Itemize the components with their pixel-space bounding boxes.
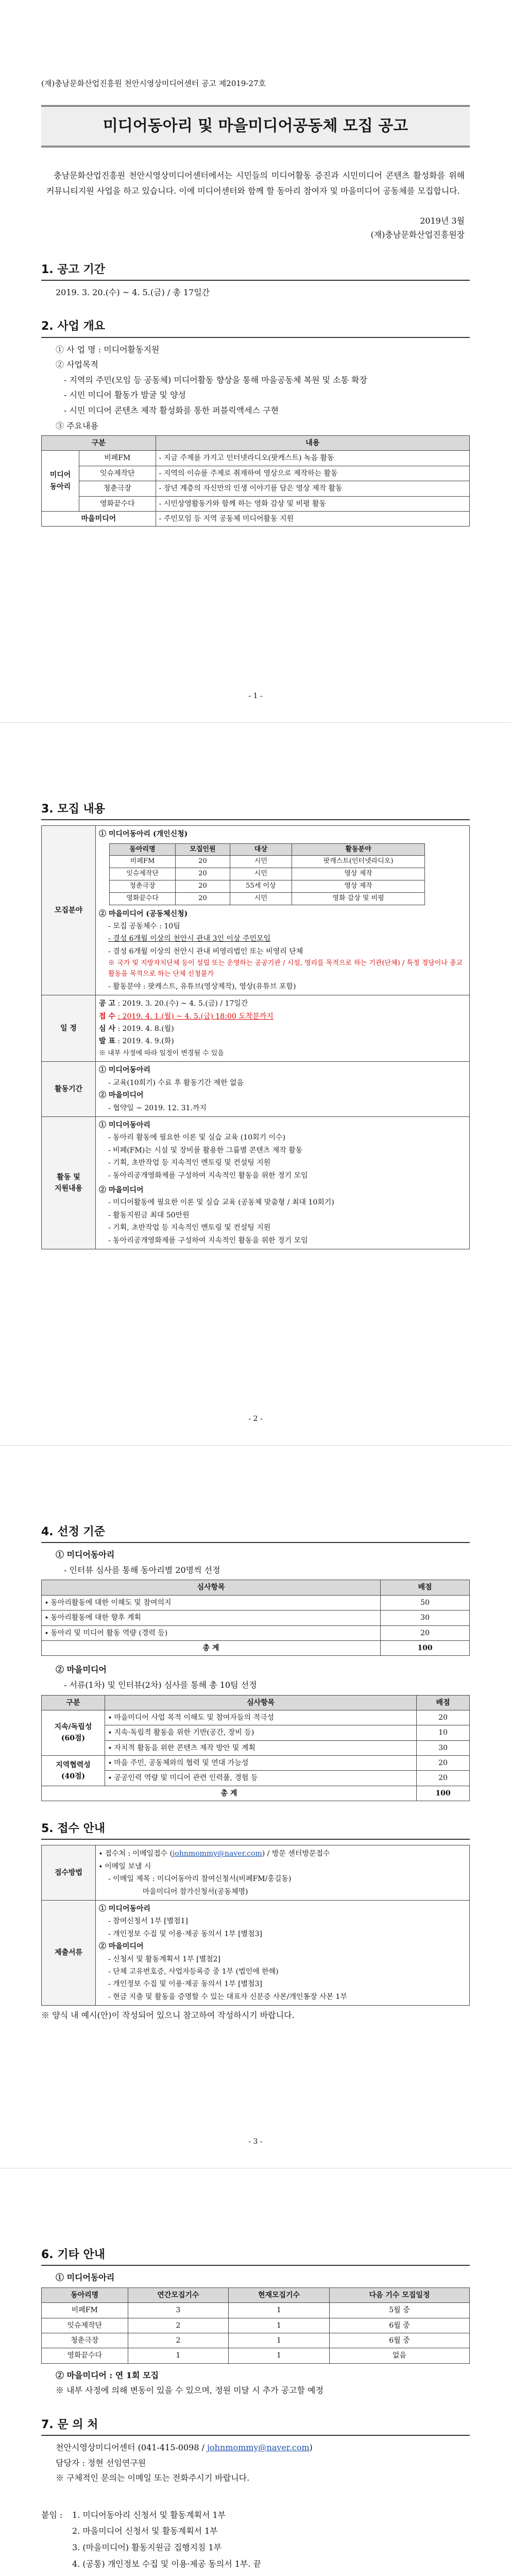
page-number: - 3 - bbox=[248, 2137, 263, 2146]
item-text: - 개인정보 수집 및 이용·제공 동의서 1부 [별첨3] bbox=[108, 1980, 262, 1989]
item-text: - 현금 지출 및 활동을 증명할 수 있는 대표자 신분증 사본/개인통장 사본 1부 bbox=[108, 1992, 347, 2001]
table-header: 동아리명 bbox=[110, 843, 176, 856]
contact-org: 천안시영상미디어센터 (041-415-0098 / bbox=[56, 2443, 208, 2453]
item-text: - 결성 6개월 이상의 천안시 관내 3인 이상 주민모임 bbox=[108, 935, 271, 943]
table-header: 구분 bbox=[42, 1695, 105, 1710]
club-criteria-desc: - 인터뷰 심사를 통해 동아리별 20명씩 선정 bbox=[64, 1565, 220, 1575]
attach-item: 4. (공통) 개인정보 수집 및 이용·제공 동의서 1부. 끝 bbox=[72, 2558, 261, 2569]
page-number: - 2 - bbox=[248, 1414, 263, 1423]
item-text: - 결성 6개월 이상의 천안시 관내 비영리법인 또는 비영리 단체 bbox=[108, 947, 303, 956]
attach-label: 붙임 : bbox=[41, 2510, 63, 2520]
item-text: - 참여신청서 1부 [별첨1] bbox=[108, 1917, 189, 1926]
table-header: 모집인원 bbox=[176, 843, 230, 856]
table-cell: - 장년 계층의 자신만의 인생 이야기를 담은 영상 제작 활동 bbox=[156, 481, 469, 496]
item-title: ② 마을미디어 (공동체신청) bbox=[99, 909, 188, 918]
table-cell: 잇슈제작단 bbox=[110, 868, 176, 880]
section-7-title: 7. 문 의 처 bbox=[41, 2416, 470, 2436]
page-3 bbox=[0, 1446, 511, 2168]
row-label: 모집분야 bbox=[42, 826, 96, 995]
overview-table bbox=[41, 435, 470, 527]
item-text: - 미디어활동에 필요한 이론 및 실습 교육 (공동체 맞춤형 / 최대 10회기) bbox=[108, 1198, 334, 1207]
table-cell: 20 bbox=[176, 868, 230, 880]
table-cell: 10 bbox=[417, 1725, 470, 1740]
table-cell: ∙ 동아리활동에 대한 이해도 및 참여의지 bbox=[42, 1595, 381, 1610]
method-text: ) / 방문 센터방문접수 bbox=[262, 1850, 330, 1858]
item-text: - 단체 고유번호증, 사업자등록증 중 1부 (법인에 한해) bbox=[108, 1967, 279, 1976]
table-header: 심사항목 bbox=[42, 1580, 381, 1595]
table-row bbox=[42, 1771, 470, 1786]
table-cell: 5월 중 bbox=[329, 2303, 469, 2318]
table-cell: 비페FM bbox=[79, 451, 156, 466]
table-row bbox=[42, 995, 470, 1062]
row-label: 일 정 bbox=[42, 995, 96, 1062]
table-row bbox=[110, 856, 425, 868]
schedule-key: 접 수 bbox=[99, 1012, 115, 1021]
page-4 bbox=[0, 2168, 511, 2576]
section-5-title: 5. 접수 안내 bbox=[41, 1820, 470, 1840]
table-cell: 6월 중 bbox=[329, 2333, 469, 2348]
row-label: 접수방법 bbox=[42, 1845, 96, 1901]
contact-email-link[interactable]: johnmommy@naver.com bbox=[207, 2443, 310, 2453]
table-header: 현재모집기수 bbox=[229, 2287, 330, 2302]
table-cell bbox=[96, 1062, 470, 1117]
table-cell: 없음 bbox=[329, 2348, 469, 2363]
table-cell: 영화끝수다 bbox=[110, 892, 176, 905]
group-label: 지속/독립성 (60점) bbox=[42, 1710, 105, 1755]
email-link[interactable]: johnmommy@naver.com bbox=[173, 1850, 262, 1858]
table-cell: 팟캐스트(인터넷라디오) bbox=[292, 856, 424, 868]
table-row bbox=[42, 1740, 470, 1755]
table-row bbox=[42, 1595, 470, 1610]
method-text: ∙ 접수처 : 이메일접수 ( bbox=[99, 1850, 173, 1858]
intro-paragraph: 충남문화산업진흥원 천안시영상미디어센터에서는 시민들의 미디어활동 증진과 시민미디어 콘텐츠 활성화를 위해 커뮤니티지원 사업을 하고 있습니다. 이에 미디어센터와 함께 할 동아리 참여자 및 마을미디어 공동체를 모집합니다. bbox=[46, 171, 465, 196]
club-schedule-title: ① 미디어동아리 bbox=[56, 2273, 115, 2283]
table-cell: 20 bbox=[381, 1625, 470, 1640]
item-text: - 동아리 활동에 필요한 이론 및 실습 교육 (10회기 이수) bbox=[108, 1133, 285, 1142]
table-cell: 1 bbox=[128, 2348, 229, 2363]
table-cell: - 지금 주제를 가지고 인터넷라디오(팟캐스트) 녹음 활동 bbox=[156, 451, 469, 466]
table-row bbox=[42, 2333, 470, 2348]
table-cell: 1 bbox=[229, 2318, 330, 2333]
table-row bbox=[42, 481, 470, 496]
table-cell: 비페FM bbox=[42, 2303, 128, 2318]
table-header: 구분 bbox=[42, 436, 156, 451]
table-cell: 20 bbox=[176, 892, 230, 905]
notice-date: 2019년 3월 bbox=[420, 216, 465, 226]
village-schedule-line: ② 마을미디어 : 연 1회 모집 bbox=[56, 2370, 159, 2380]
section-3-title: 3. 모집 내용 bbox=[41, 800, 470, 820]
table-cell: 50 bbox=[381, 1595, 470, 1610]
schedule-value: : 2019. 3. 20.(수) ~ 4. 5.(금) / 17일간 bbox=[117, 999, 248, 1008]
table-cell: 1 bbox=[229, 2333, 330, 2348]
table-total-row bbox=[42, 1786, 470, 1801]
attach-item: 3. (마을미디어) 활동지원금 집행지침 1부 bbox=[72, 2543, 222, 2553]
section-6-title: 6. 기타 안내 bbox=[41, 2246, 470, 2266]
item-text: - 기획, 초반작업 등 지속적인 멘토링 및 컨설팅 지원 bbox=[108, 1224, 271, 1232]
table-cell: ∙ 공공인력 역량 및 미디어 관련 인력풀, 경험 등 bbox=[105, 1771, 417, 1786]
overview-item: ① 사 업 명 : 미디어활동지원 bbox=[56, 344, 160, 354]
table-cell: 청춘극장 bbox=[79, 481, 156, 496]
group-label: 미디어 동아리 bbox=[42, 451, 79, 512]
table-cell: 시민 bbox=[230, 868, 292, 880]
item-warning: ※ 국가 및 지방자치단체 등이 설립 또는 운영하는 공공기관 / 시설, 영리를 목적으로 하는 기관(단체) / 특정 정당이나 종교활동을 목적으로 하는 단체 신청불가 bbox=[108, 959, 463, 978]
table-cell bbox=[96, 1901, 470, 2006]
table-cell bbox=[96, 826, 470, 995]
recruit-table bbox=[41, 825, 470, 1249]
item-title: ② 마을미디어 bbox=[99, 1091, 144, 1100]
method-text: ∙ 이메일 보낼 시 bbox=[99, 1862, 151, 1871]
table-header: 동아리명 bbox=[42, 2287, 128, 2302]
table-cell: ∙ 동아리 및 미디어 활동 역량 (경력 등) bbox=[42, 1625, 381, 1640]
table-cell: 영상 제작 bbox=[292, 868, 424, 880]
table-cell: ∙ 마을미디어 사업 목적 이해도 및 참여자들의 적극성 bbox=[105, 1710, 417, 1725]
table-cell: 잇슈제작단 bbox=[79, 466, 156, 481]
page-title: 미디어동아리 및 마을미디어공동체 모집 공고 bbox=[41, 105, 470, 147]
application-table bbox=[41, 1845, 470, 2006]
table-header: 배점 bbox=[381, 1580, 470, 1595]
table-row bbox=[110, 892, 425, 905]
item-text: - 동아리공개영화제를 구성하여 지속적인 활동을 위한 정기 모임 bbox=[108, 1171, 308, 1180]
table-row bbox=[42, 1725, 470, 1740]
item-text: - 교육(10회기) 수료 후 활동기간 제한 없음 bbox=[108, 1078, 244, 1087]
item-text: - 비페(FM)는 시설 및 장비를 활용한 그룹별 콘텐츠 제작 활동 bbox=[108, 1146, 303, 1155]
overview-item: - 시민 미디어 활동가 발굴 및 양성 bbox=[64, 390, 186, 400]
group-label: 지역협력성 (40점) bbox=[42, 1756, 105, 1786]
village-criteria-table bbox=[41, 1695, 470, 1802]
item-text: - 동아리공개영화제를 구성하여 지속적인 활동을 위한 정기 모임 bbox=[108, 1236, 308, 1245]
table-cell: ∙ 동아리활동에 대한 향후 계획 bbox=[42, 1611, 381, 1625]
table-row bbox=[42, 496, 470, 511]
table-header: 심사항목 bbox=[105, 1695, 417, 1710]
overview-item: - 지역의 주민(모임 등 공동체) 미디어활동 향상을 통해 마을공동체 복원 및 소통 확장 bbox=[64, 375, 367, 385]
page-1 bbox=[0, 0, 511, 723]
item-text: - 협약일 ~ 2019. 12. 31.까지 bbox=[108, 1104, 207, 1112]
attach-item: 2. 마을미디어 신청서 및 활동계획서 1부 bbox=[72, 2526, 218, 2536]
item-title: ① 미디어동아리 bbox=[99, 1066, 151, 1075]
method-text: - 이메일 제목 : 미디어동아리 참여신청서(비페FM/홍길동) bbox=[108, 1875, 292, 1884]
table-row bbox=[42, 1845, 470, 1901]
table-cell bbox=[96, 995, 470, 1062]
table-row bbox=[42, 512, 470, 527]
signature-block bbox=[41, 214, 465, 242]
attachments bbox=[41, 2505, 470, 2573]
table-row bbox=[42, 1117, 470, 1249]
item-title: ② 마을미디어 bbox=[99, 1942, 144, 1951]
item-text: - 모집 공동체수 : 10팀 bbox=[108, 922, 180, 930]
table-header: 배점 bbox=[417, 1695, 470, 1710]
table-cell: 마을미디어 bbox=[42, 512, 156, 527]
table-cell: 6월 중 bbox=[329, 2318, 469, 2333]
table-cell: 20 bbox=[417, 1756, 470, 1771]
page-number: - 1 - bbox=[248, 691, 263, 700]
contact-person: 담당자 : 정현 선임연구원 bbox=[56, 2458, 146, 2468]
table-row bbox=[42, 1611, 470, 1625]
schedule-value: : 2019. 4. 8.(월) bbox=[117, 1024, 174, 1033]
notice-org: (재)충남문화산업진흥원장 bbox=[370, 230, 465, 240]
club-table bbox=[109, 843, 425, 905]
table-cell: - 시민상영활동가와 함께 하는 영화 감상 및 비평 활동 bbox=[156, 496, 469, 511]
table-cell: 20 bbox=[417, 1710, 470, 1725]
table-cell: 20 bbox=[417, 1771, 470, 1786]
table-cell: 2 bbox=[128, 2333, 229, 2348]
item-title: ② 마을미디어 bbox=[99, 1185, 144, 1194]
table-cell: 20 bbox=[176, 856, 230, 868]
schedule-key: 발 표 bbox=[99, 1037, 115, 1046]
total-label: 총 계 bbox=[42, 1640, 381, 1655]
table-cell: 잇슈제작단 bbox=[42, 2318, 128, 2333]
section-2-title: 2. 사업 개요 bbox=[41, 317, 470, 337]
table-row bbox=[110, 880, 425, 892]
schedule-key: 공 고 bbox=[99, 999, 115, 1008]
row-label: 활동 및 지원내용 bbox=[42, 1117, 96, 1249]
club-schedule-table bbox=[41, 2287, 470, 2364]
table-cell: 영상 제작 bbox=[292, 880, 424, 892]
contact-end: ) bbox=[309, 2443, 313, 2453]
club-criteria-table bbox=[41, 1580, 470, 1656]
contact-note: ※ 구체적인 문의는 이메일 또는 전화주시기 바랍니다. bbox=[56, 2473, 250, 2483]
table-cell: ∙ 마을 주민, 공동체와의 협력 및 연대 가능성 bbox=[105, 1756, 417, 1771]
table-cell: 비페FM bbox=[110, 856, 176, 868]
table-cell: 55세 이상 bbox=[230, 880, 292, 892]
table-header: 대상 bbox=[230, 843, 292, 856]
table-row bbox=[42, 1062, 470, 1117]
form-note: ※ 양식 내 예시(안)이 작성되어 있으니 참고하여 작성하시기 바랍니다. bbox=[41, 2010, 295, 2021]
method-text: 마을미디어 참가신청서(공동체명) bbox=[108, 1887, 248, 1896]
schedule-note: ※ 내부 사정에 따라 일정이 변경될 수 있음 bbox=[99, 1049, 224, 1057]
table-cell: 1 bbox=[229, 2303, 330, 2318]
section-4-title: 4. 선정 기준 bbox=[41, 1523, 470, 1543]
table-row bbox=[42, 1756, 470, 1771]
village-criteria-desc: - 서류(1차) 및 인터뷰(2차) 심사를 통해 총 10팀 선정 bbox=[64, 1680, 257, 1690]
table-row bbox=[42, 2348, 470, 2363]
table-cell: 20 bbox=[176, 880, 230, 892]
table-cell: 영화 감상 및 비평 bbox=[292, 892, 424, 905]
item-text: - 활동분야 : 팟캐스트, 유튜브(영상제작), 영상(유튜브 포함) bbox=[108, 982, 296, 991]
table-header: 활동분야 bbox=[292, 843, 424, 856]
table-cell bbox=[96, 1845, 470, 1901]
table-cell bbox=[96, 1117, 470, 1249]
table-cell: - 주민모임 등 지역 공동체 미디어활동 지원 bbox=[156, 512, 469, 527]
table-cell: 청춘극장 bbox=[42, 2333, 128, 2348]
total-value: 100 bbox=[417, 1786, 470, 1801]
item-title: ① 미디어동아리 bbox=[99, 1121, 151, 1130]
notice-period: 2019. 3. 20.(수) ~ 4. 5.(금) / 총 17일간 bbox=[56, 287, 210, 297]
table-row bbox=[42, 2303, 470, 2318]
overview-item: ③ 주요내용 bbox=[56, 420, 98, 431]
item-text: - 신청서 및 활동계획서 1부 [별첨2] bbox=[108, 1955, 221, 1963]
total-value: 100 bbox=[381, 1640, 470, 1655]
section-1-title: 1. 공고 기간 bbox=[41, 261, 470, 281]
table-cell: 2 bbox=[128, 2318, 229, 2333]
schedule-value: : 2019. 4. 1.(월) ~ 4. 5.(금) 18:00 도착분까지 bbox=[117, 1012, 274, 1021]
overview-item: - 시민 미디어 콘텐츠 제작 활성화를 통한 퍼블릭액세스 구현 bbox=[64, 405, 279, 415]
village-schedule-note: ※ 내부 사정에 의해 변동이 있을 수 있으며, 정원 미달 시 추가 공고할 예정 bbox=[56, 2385, 323, 2396]
club-criteria-title: ① 미디어동아리 bbox=[56, 1550, 115, 1560]
row-label: 활동기간 bbox=[42, 1062, 96, 1117]
table-row bbox=[42, 1625, 470, 1640]
table-row bbox=[42, 1901, 470, 2006]
row-label: 제출서류 bbox=[42, 1901, 96, 2006]
item-title: ① 미디어동아리 bbox=[99, 1905, 151, 1913]
table-row bbox=[110, 868, 425, 880]
attach-item: 1. 미디어동아리 신청서 및 활동계획서 1부 bbox=[72, 2510, 226, 2520]
table-total-row bbox=[42, 1640, 470, 1655]
table-row bbox=[42, 451, 470, 466]
table-cell: ∙ 지속·독립적 활동을 위한 기반(공간, 장비 등) bbox=[105, 1725, 417, 1740]
table-header: 연간모집기수 bbox=[128, 2287, 229, 2302]
table-cell: 영화끝수다 bbox=[79, 496, 156, 511]
contact-line bbox=[56, 2441, 470, 2454]
notice-number: (재)충남문화산업진흥원 천안시영상미디어센터 공고 제2019-27호 bbox=[41, 79, 266, 88]
table-cell: 시민 bbox=[230, 856, 292, 868]
table-row bbox=[42, 466, 470, 481]
table-row bbox=[42, 1710, 470, 1725]
table-cell: 시민 bbox=[230, 892, 292, 905]
item-text: - 개인정보 수집 및 이용·제공 동의서 1부 [별첨3] bbox=[108, 1929, 262, 1938]
item-text: - 활동지원금 최대 50만원 bbox=[108, 1211, 190, 1219]
page-2 bbox=[0, 723, 511, 1446]
item-title: ① 미디어동아리 (개인신청) bbox=[99, 830, 188, 839]
table-cell: 3 bbox=[128, 2303, 229, 2318]
overview-item: ② 사업목적 bbox=[56, 360, 98, 370]
item-text: - 기획, 초반작업 등 지속적인 멘토링 및 컨설팅 지원 bbox=[108, 1159, 271, 1167]
table-cell: 30 bbox=[417, 1740, 470, 1755]
table-cell: 1 bbox=[229, 2348, 330, 2363]
table-cell: - 지역의 이슈를 주제로 취재하여 영상으로 제작하는 활동 bbox=[156, 466, 469, 481]
schedule-value: : 2019. 4. 9.(화) bbox=[117, 1037, 174, 1046]
table-cell: 청춘극장 bbox=[110, 880, 176, 892]
table-cell: ∙ 자치적 활동을 위한 콘텐츠 제작 방안 및 계획 bbox=[105, 1740, 417, 1755]
table-row bbox=[42, 826, 470, 995]
table-cell: 30 bbox=[381, 1611, 470, 1625]
total-label: 총 계 bbox=[42, 1786, 417, 1801]
table-header: 다음 기수 모집일정 bbox=[329, 2287, 469, 2302]
table-header: 내용 bbox=[156, 436, 469, 451]
table-cell: 영화끝수다 bbox=[42, 2348, 128, 2363]
table-row bbox=[42, 2318, 470, 2333]
schedule-key: 심 사 bbox=[99, 1024, 115, 1033]
village-criteria-title: ② 마을미디어 bbox=[56, 1665, 107, 1675]
